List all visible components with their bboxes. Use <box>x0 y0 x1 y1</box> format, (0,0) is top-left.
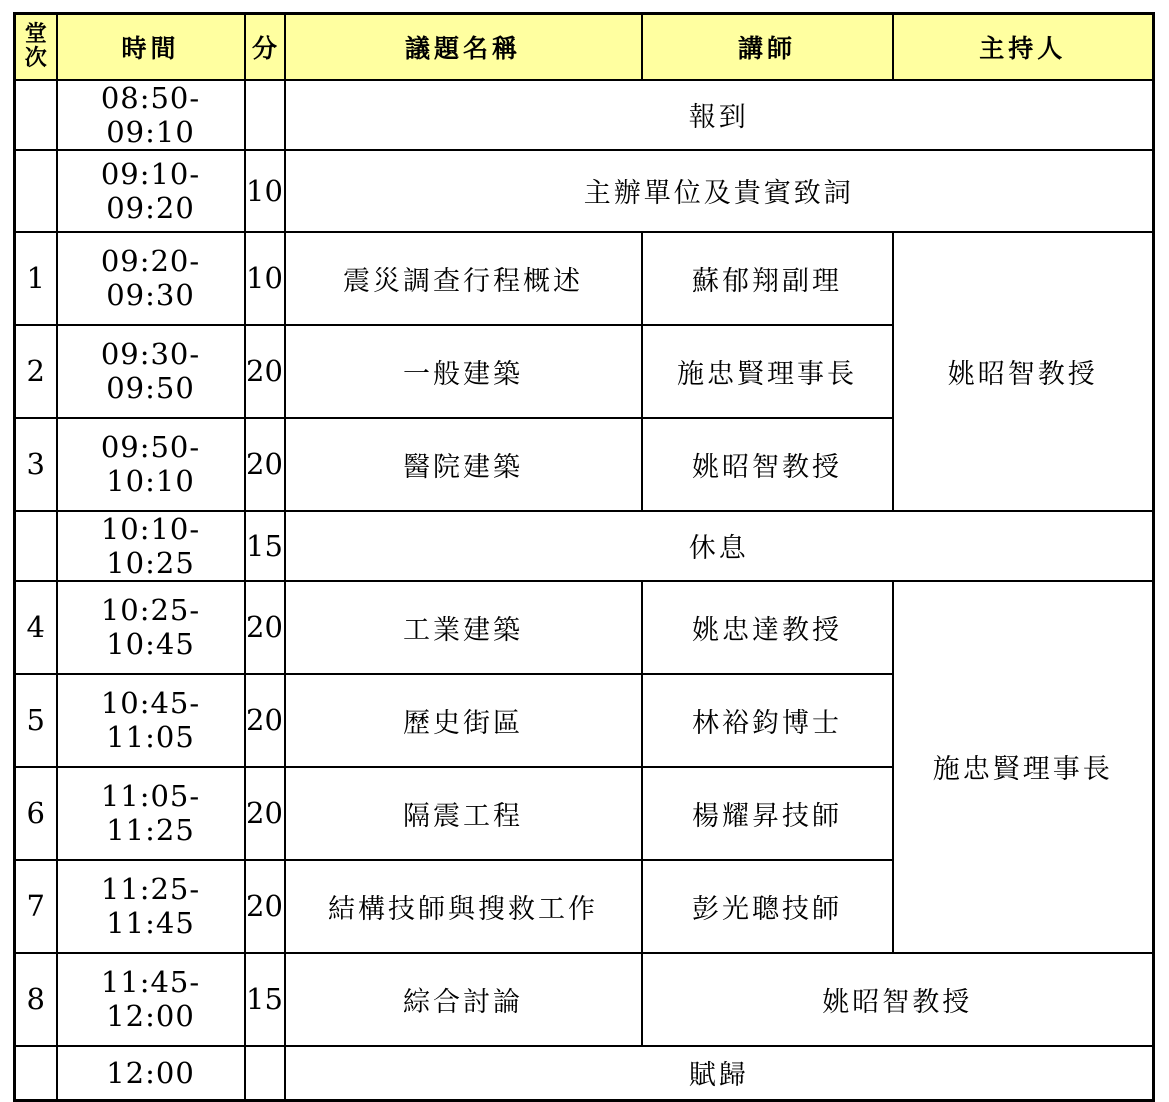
session-number <box>15 1046 57 1101</box>
host-cell-block-1: 姚昭智教授 <box>893 232 1154 511</box>
time-cell: 10:45-11:05 <box>57 674 245 767</box>
minutes-cell: 20 <box>245 418 285 511</box>
minutes-cell <box>245 80 285 150</box>
minutes-cell: 10 <box>245 232 285 325</box>
topic-cell: 綜合討論 <box>285 953 642 1046</box>
row-opening <box>15 150 1154 232</box>
time-cell: 09:20-09:30 <box>57 232 245 325</box>
minutes-cell: 20 <box>245 325 285 418</box>
time-cell: 11:45-12:00 <box>57 953 245 1046</box>
header-host: 主持人 <box>893 14 1154 80</box>
minutes-cell: 20 <box>245 581 285 674</box>
time-cell: 11:05-11:25 <box>57 767 245 860</box>
topic-cell: 結構技師與搜救工作 <box>285 860 642 953</box>
header-row <box>15 14 1154 80</box>
session-number: 3 <box>15 418 57 511</box>
registration-cell: 報到 <box>285 80 1154 150</box>
minutes-cell: 15 <box>245 953 285 1046</box>
row-session-8 <box>15 953 1154 1046</box>
speaker-host-cell: 姚昭智教授 <box>642 953 1154 1046</box>
topic-cell: 歷史街區 <box>285 674 642 767</box>
row-closing <box>15 1046 1154 1101</box>
topic-cell: 醫院建築 <box>285 418 642 511</box>
minutes-cell: 20 <box>245 674 285 767</box>
session-number: 2 <box>15 325 57 418</box>
minutes-cell <box>245 1046 285 1101</box>
time-cell: 10:10-10:25 <box>57 511 245 581</box>
header-session <box>15 14 57 80</box>
time-cell: 10:25-10:45 <box>57 581 245 674</box>
header-topic: 議題名稱 <box>285 14 642 80</box>
time-cell: 09:10-09:20 <box>57 150 245 232</box>
session-number: 5 <box>15 674 57 767</box>
speaker-cell: 林裕鈞博士 <box>642 674 893 767</box>
agenda-table <box>13 12 1155 1102</box>
break-cell: 休息 <box>285 511 1154 581</box>
host-cell-block-2: 施忠賢理事長 <box>893 581 1154 953</box>
session-number: 6 <box>15 767 57 860</box>
header-minutes: 分 <box>245 14 285 80</box>
session-number: 7 <box>15 860 57 953</box>
minutes-cell: 15 <box>245 511 285 581</box>
session-number <box>15 511 57 581</box>
minutes-cell: 20 <box>245 860 285 953</box>
topic-cell: 一般建築 <box>285 325 642 418</box>
speaker-cell: 蘇郁翔副理 <box>642 232 893 325</box>
speaker-cell: 姚昭智教授 <box>642 418 893 511</box>
row-break <box>15 511 1154 581</box>
closing-cell: 賦歸 <box>285 1046 1154 1101</box>
speaker-cell: 楊耀昇技師 <box>642 767 893 860</box>
row-session-1 <box>15 232 1154 325</box>
opening-remarks-cell: 主辦單位及貴賓致詞 <box>285 150 1154 232</box>
time-cell: 11:25-11:45 <box>57 860 245 953</box>
time-cell: 09:50-10:10 <box>57 418 245 511</box>
session-number: 1 <box>15 232 57 325</box>
minutes-cell: 20 <box>245 767 285 860</box>
topic-cell: 震災調查行程概述 <box>285 232 642 325</box>
row-session-4 <box>15 581 1154 674</box>
header-time: 時間 <box>57 14 245 80</box>
header-session-line1: 堂 <box>24 21 47 47</box>
session-number: 4 <box>15 581 57 674</box>
time-cell: 12:00 <box>57 1046 245 1101</box>
session-number <box>15 150 57 232</box>
time-cell: 09:30-09:50 <box>57 325 245 418</box>
topic-cell: 工業建築 <box>285 581 642 674</box>
speaker-cell: 姚忠達教授 <box>642 581 893 674</box>
session-number: 8 <box>15 953 57 1046</box>
speaker-cell: 彭光聰技師 <box>642 860 893 953</box>
minutes-cell: 10 <box>245 150 285 232</box>
row-registration <box>15 80 1154 150</box>
speaker-cell: 施忠賢理事長 <box>642 325 893 418</box>
session-number <box>15 80 57 150</box>
topic-cell: 隔震工程 <box>285 767 642 860</box>
time-cell: 08:50-09:10 <box>57 80 245 150</box>
header-speaker: 講師 <box>642 14 893 80</box>
header-session-line2: 次 <box>24 45 47 71</box>
